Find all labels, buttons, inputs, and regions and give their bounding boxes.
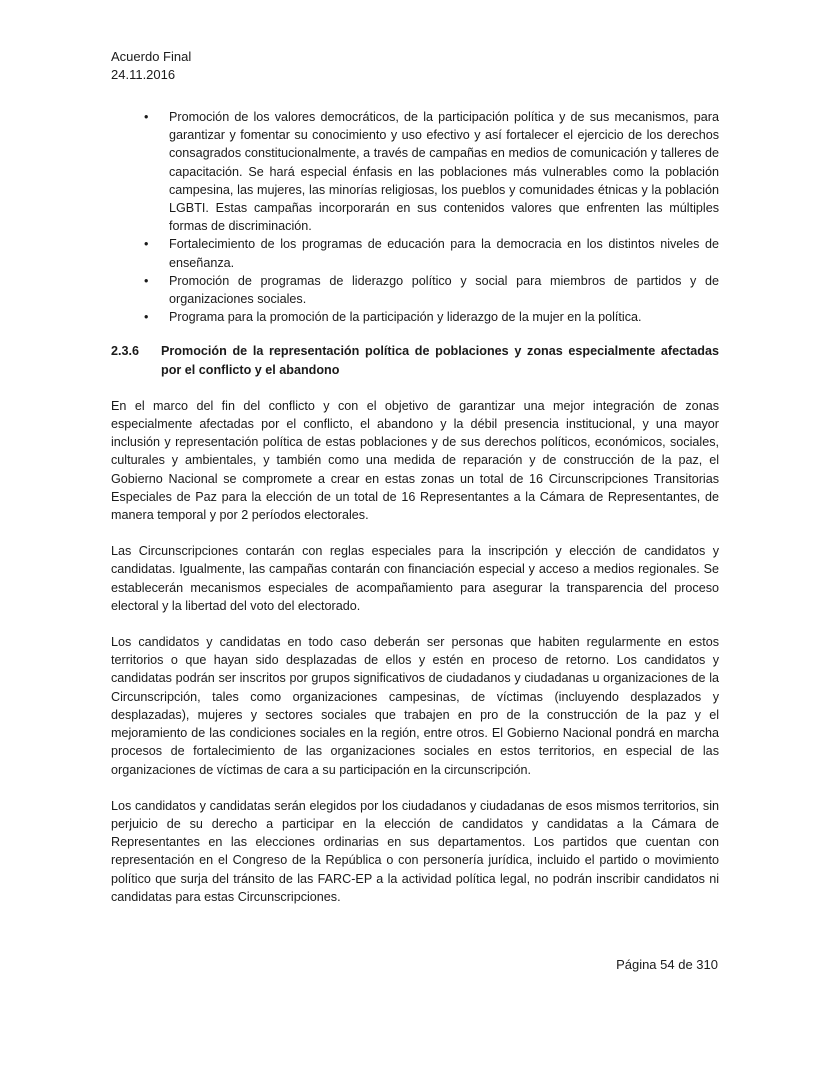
bullet-icon: • (144, 273, 149, 288)
list-item (111, 108, 719, 235)
list-item-text: Promoción de programas de liderazgo político y social para miembros de partidos y de organizaciones sociales. (169, 273, 719, 307)
paragraph: En el marco del fin del conflicto y con el objetivo de garantizar una mejor integración de zonas especialmente afectadas por el conflicto, el abandono y la débil presencia institucional, y una mayor inclusión y representación política de estas poblaciones y de sus derechos políticos, económicos, sociales, culturales y ambientales, y también como una medida de reparación y de construcción de la paz, el Gobierno Nacional se compromete a crear en estas zonas un total de 16 Circunscripciones Transitorias Especiales de Paz para la elección de un total de 16 Representantes a la Cámara de Representantes, de manera temporal y por 2 períodos electorales. (111, 398, 719, 523)
section-number: 2.3.6 (111, 344, 140, 359)
list-item-text: Fortalecimiento de los programas de educación para la democracia en los distintos niveles de enseñanza. (169, 237, 719, 270)
list-item (111, 272, 719, 308)
section-heading (111, 342, 719, 378)
header-title: Acuerdo Final (111, 49, 192, 64)
page-content (111, 108, 719, 906)
list-item-text: Promoción de los valores democráticos, de la participación política y de sus mecanismos, para garantizar y fomentar su conocimiento y uso efectivo y así fortalecer el ejercicio de los derechos consagrados constitucionalmente, a través de campañas en medios de comunicación y talleres de capacitación. Se hará especial énfasis en las poblaciones más vulnerables como la población campesina, las mujeres, las minorías religiosas, los pueblos y comunidades étnicas y la población LGBTI. Estas campañas incorporarán en sus contenidos valores que enfrenten las múltiples formas de discriminación. (169, 110, 719, 234)
page-number: Página 54 de 310 (616, 957, 718, 972)
paragraph: Los candidatos y candidatas serán elegidos por los ciudadanos y ciudadanas de esos mismos territorios, sin perjuicio de su derecho a participar en la elección de candidatos y candidatas a la Cámara de Representantes en las elecciones ordinarias en sus departamentos. Los partidos que cuentan con representación en el Congreso de la República o con personería jurídica, incluido el partido o movimiento político que surja del tránsito de las FARC-EP a la actividad política legal, no podrán inscribir candidatos ni candidatas para estas Circunscripciones. (111, 798, 719, 904)
paragraph: Los candidatos y candidatas en todo caso deberán ser personas que habiten regularmente en estos territorios o que hayan sido desplazadas de ellos y estén en proceso de retorno. Los candidatos y candidatas podrán ser inscritos por grupos significativos de ciudadanos y ciudadanas u organizaciones de la Circunscripción, tales como organizaciones campesinas, de víctimas (incluyendo desplazados y desplazadas), mujeres y sectores sociales que trabajen en pro de la construcción de la paz y el mejoramiento de las condiciones sociales en la región, entre otros. El Gobierno Nacional pondrá en marcha procesos de fortalecimiento de las organizaciones sociales en estos territorios, en especial de las organizaciones de víctimas de cara a su participación en la circunscripción. (111, 635, 719, 777)
bullet-icon: • (144, 237, 149, 252)
paragraph: Las Circunscripciones contarán con reglas especiales para la inscripción y elección de candidatos y candidatas. Igualmente, las campañas contarán con financiación especial y acceso a medios regionales. Se establecerán mecanismos especiales de acompañamiento para asegurar la transparencia del proceso electoral y la libertad del voto del electorado. (111, 544, 719, 613)
bullet-list (111, 108, 719, 326)
header-date: 24.11.2016 (111, 67, 176, 82)
list-item-text: Programa para la promoción de la participación y liderazgo de la mujer en la política. (169, 310, 642, 325)
page-header (111, 48, 191, 84)
list-item (111, 308, 719, 326)
bullet-icon: • (144, 310, 149, 325)
bullet-icon: • (144, 110, 149, 124)
section-title: Promoción de la representación política de poblaciones y zonas especialmente afectadas por el conflicto y el abandono (161, 344, 719, 377)
list-item (111, 235, 719, 271)
